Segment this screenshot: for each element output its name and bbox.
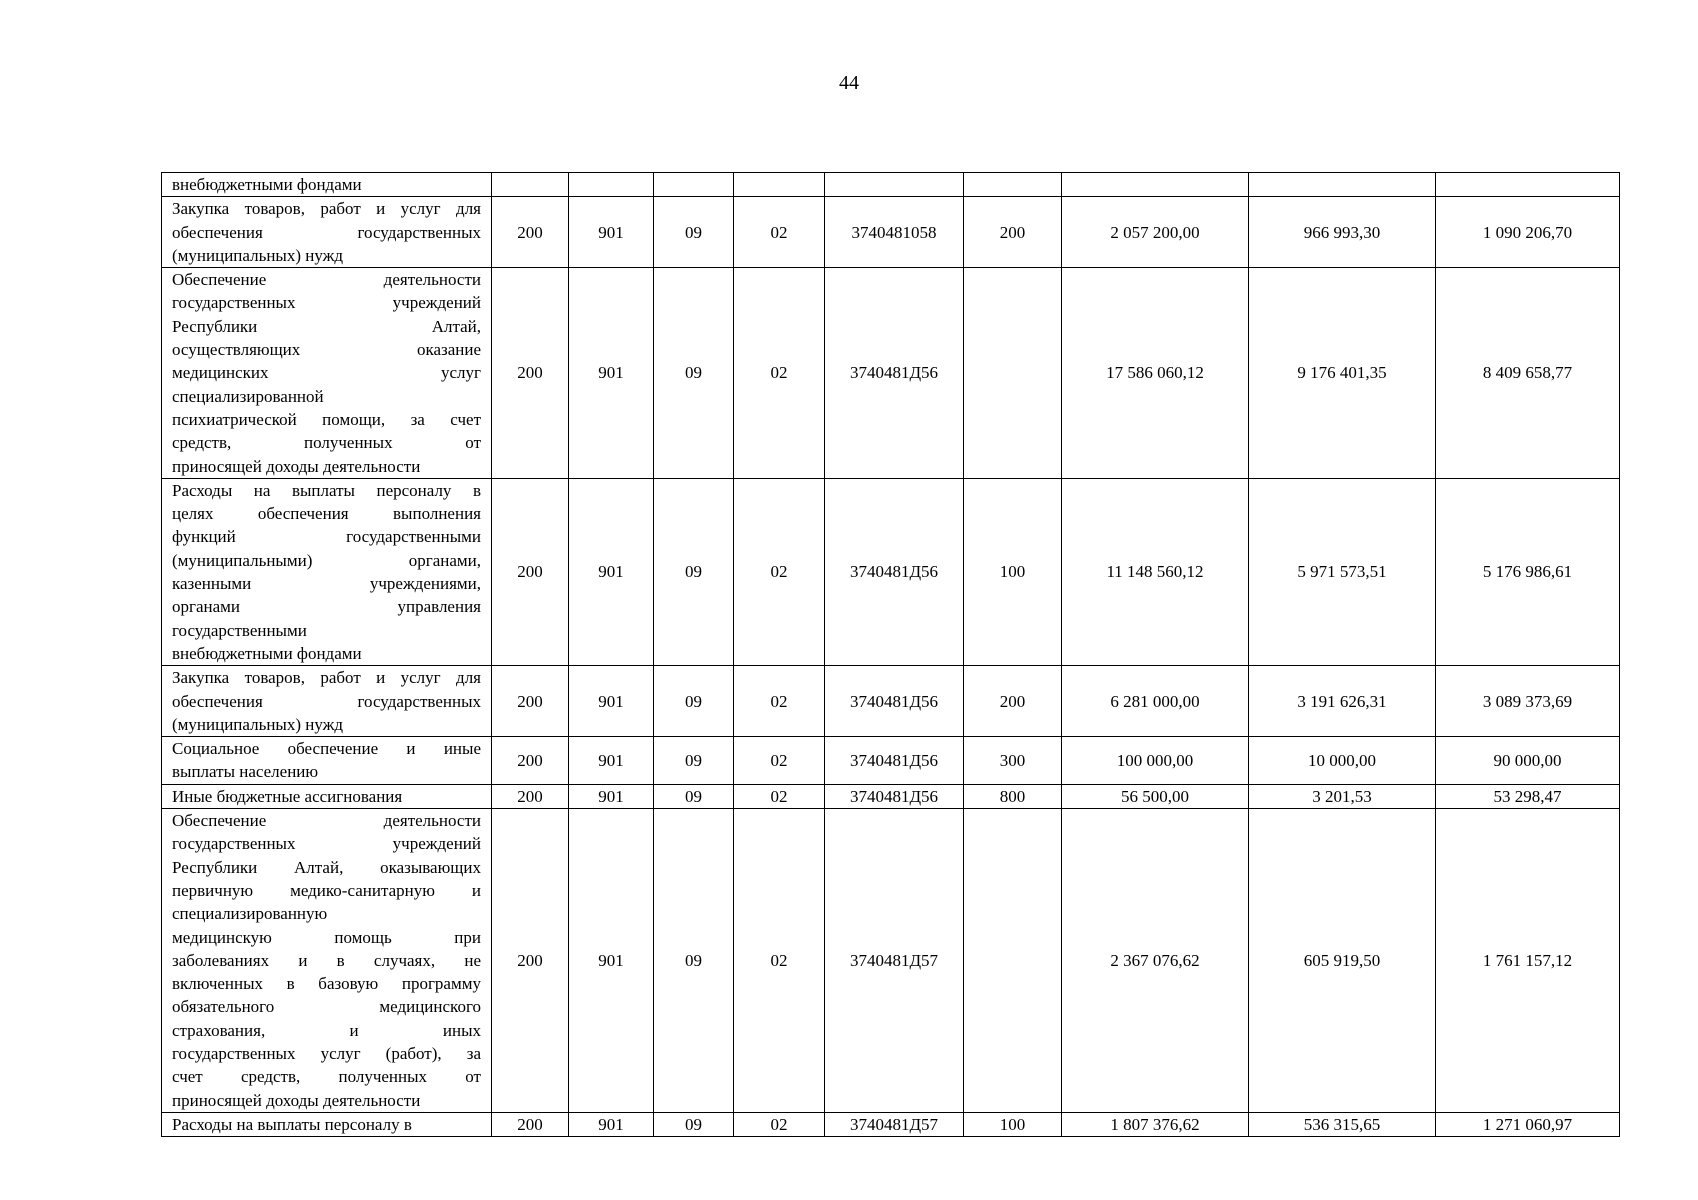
table-row [162,268,1620,479]
column-subsection: 02 [734,809,825,1113]
column-expense-type [964,268,1062,479]
column-approved-amount: 2 367 076,62 [1062,809,1249,1113]
table-row [162,197,1620,268]
column-ministry: 901 [569,268,654,479]
column-grbs [492,173,569,197]
description-line: государственных учреждений [172,293,481,313]
table-row [162,478,1620,665]
description-line: (муниципальными) органами, [172,550,481,570]
budget-table [161,172,1620,1137]
column-remaining-amount: 1 761 157,12 [1436,809,1620,1113]
column-expense-type: 100 [964,478,1062,665]
description-line: психиатрической помощи, за счет [172,409,481,429]
description-line: обеспечения государственных [172,691,481,711]
description-line: органами управления [172,597,481,617]
description-line: заболеваниях и в случаях, не [172,950,481,970]
column-executed-amount: 10 000,00 [1249,737,1436,785]
column-grbs: 200 [492,784,569,808]
row-description [162,173,492,197]
description-line: приносящей доходы деятельности [172,1090,421,1110]
description-line: внебюджетными фондами [172,643,362,663]
column-expense-type: 200 [964,197,1062,268]
column-grbs: 200 [492,737,569,785]
column-subsection: 02 [734,737,825,785]
column-subsection: 02 [734,784,825,808]
column-subsection [734,173,825,197]
description-line: средств, полученных от [172,433,481,453]
column-section: 09 [654,809,734,1113]
column-approved-amount: 100 000,00 [1062,737,1249,785]
column-grbs: 200 [492,478,569,665]
description-line: Обеспечение деятельности [172,270,481,290]
description-line: государственных учреждений [172,834,481,854]
column-expense-type [964,809,1062,1113]
column-target-article: 3740481Д56 [825,268,964,479]
table-row [162,173,1620,197]
table-row [162,737,1620,785]
column-ministry: 901 [569,478,654,665]
column-approved-amount: 2 057 200,00 [1062,197,1249,268]
description-line: медицинских услуг [172,363,481,383]
column-approved-amount: 1 807 376,62 [1062,1112,1249,1136]
column-approved-amount: 56 500,00 [1062,784,1249,808]
column-ministry [569,173,654,197]
column-section: 09 [654,478,734,665]
description-line: (муниципальных) нужд [172,714,344,734]
description-line: государственных услуг (работ), за [172,1043,481,1063]
column-target-article: 3740481058 [825,197,964,268]
column-expense-type: 100 [964,1112,1062,1136]
column-subsection: 02 [734,1112,825,1136]
description-line: казенными учреждениями, [172,574,481,594]
description-line: Республики Алтай, [172,316,481,336]
column-subsection: 02 [734,268,825,479]
row-description [162,1112,492,1136]
column-section: 09 [654,268,734,479]
table-row [162,666,1620,737]
description-line: страхования, и иных [172,1020,481,1040]
column-remaining-amount: 8 409 658,77 [1436,268,1620,479]
column-executed-amount: 536 315,65 [1249,1112,1436,1136]
column-remaining-amount: 5 176 986,61 [1436,478,1620,665]
column-subsection: 02 [734,666,825,737]
description-line: приносящей доходы деятельности [172,456,421,476]
row-description [162,478,492,665]
column-remaining-amount: 90 000,00 [1436,737,1620,785]
column-section [654,173,734,197]
description-line: внебюджетными фондами [172,175,362,194]
budget-table-body [162,173,1620,1137]
column-target-article: 3740481Д56 [825,478,964,665]
row-description [162,268,492,479]
table-row [162,784,1620,808]
row-description [162,784,492,808]
description-line: специализированную [172,904,328,924]
column-expense-type: 300 [964,737,1062,785]
column-section: 09 [654,784,734,808]
description-line: осуществляющих оказание [172,340,481,360]
column-ministry: 901 [569,1112,654,1136]
column-remaining-amount: 1 090 206,70 [1436,197,1620,268]
column-executed-amount: 3 191 626,31 [1249,666,1436,737]
description-line: (муниципальных) нужд [172,245,344,265]
description-line: медицинскую помощь при [172,927,481,947]
column-target-article: 3740481Д57 [825,809,964,1113]
description-line: Обеспечение деятельности [172,811,481,831]
column-remaining-amount [1436,173,1620,197]
column-expense-type [964,173,1062,197]
column-executed-amount: 605 919,50 [1249,809,1436,1113]
column-approved-amount: 17 586 060,12 [1062,268,1249,479]
column-grbs: 200 [492,666,569,737]
row-description [162,666,492,737]
page-number: 44 [839,72,859,94]
row-description [162,737,492,785]
column-target-article: 3740481Д56 [825,666,964,737]
description-line: первичную медико-санитарную и [172,880,481,900]
column-subsection: 02 [734,197,825,268]
column-target-article [825,173,964,197]
column-remaining-amount: 3 089 373,69 [1436,666,1620,737]
description-line: Социальное обеспечение и иные [172,739,481,759]
column-approved-amount: 6 281 000,00 [1062,666,1249,737]
column-executed-amount [1249,173,1436,197]
column-grbs: 200 [492,197,569,268]
description-line: Закупка товаров, работ и услуг для [172,199,481,219]
column-target-article: 3740481Д56 [825,737,964,785]
column-ministry: 901 [569,666,654,737]
description-line: Расходы на выплаты персоналу в [172,480,481,500]
column-grbs: 200 [492,1112,569,1136]
description-line: государственными [172,620,307,640]
description-line: включенных в базовую программу [172,974,481,994]
column-remaining-amount: 1 271 060,97 [1436,1112,1620,1136]
row-description [162,809,492,1113]
column-executed-amount: 966 993,30 [1249,197,1436,268]
column-approved-amount: 11 148 560,12 [1062,478,1249,665]
column-executed-amount: 9 176 401,35 [1249,268,1436,479]
column-executed-amount: 5 971 573,51 [1249,478,1436,665]
column-ministry: 901 [569,197,654,268]
column-executed-amount: 3 201,53 [1249,784,1436,808]
column-remaining-amount: 53 298,47 [1436,784,1620,808]
column-target-article: 3740481Д57 [825,1112,964,1136]
column-section: 09 [654,737,734,785]
description-line: Иные бюджетные ассигнования [172,786,403,806]
column-ministry: 901 [569,737,654,785]
column-section: 09 [654,197,734,268]
description-line: Закупка товаров, работ и услуг для [172,668,481,688]
column-target-article: 3740481Д56 [825,784,964,808]
column-section: 09 [654,1112,734,1136]
description-line: выплаты населению [172,762,319,782]
column-ministry: 901 [569,809,654,1113]
column-expense-type: 800 [964,784,1062,808]
column-ministry: 901 [569,784,654,808]
description-line: обеспечения государственных [172,222,481,242]
description-line: обязательного медицинского [172,997,481,1017]
description-line: счет средств, полученных от [172,1067,481,1087]
description-line: Расходы на выплаты персоналу в [172,1114,412,1134]
table-row [162,809,1620,1113]
description-line: целях обеспечения выполнения [172,504,481,524]
column-expense-type: 200 [964,666,1062,737]
description-line: специализированной [172,386,324,406]
description-line: Республики Алтай, оказывающих [172,857,481,877]
description-line: функций государственными [172,527,481,547]
column-section: 09 [654,666,734,737]
row-description [162,197,492,268]
table-row [162,1112,1620,1136]
column-grbs: 200 [492,809,569,1113]
column-approved-amount [1062,173,1249,197]
column-subsection: 02 [734,478,825,665]
column-grbs: 200 [492,268,569,479]
